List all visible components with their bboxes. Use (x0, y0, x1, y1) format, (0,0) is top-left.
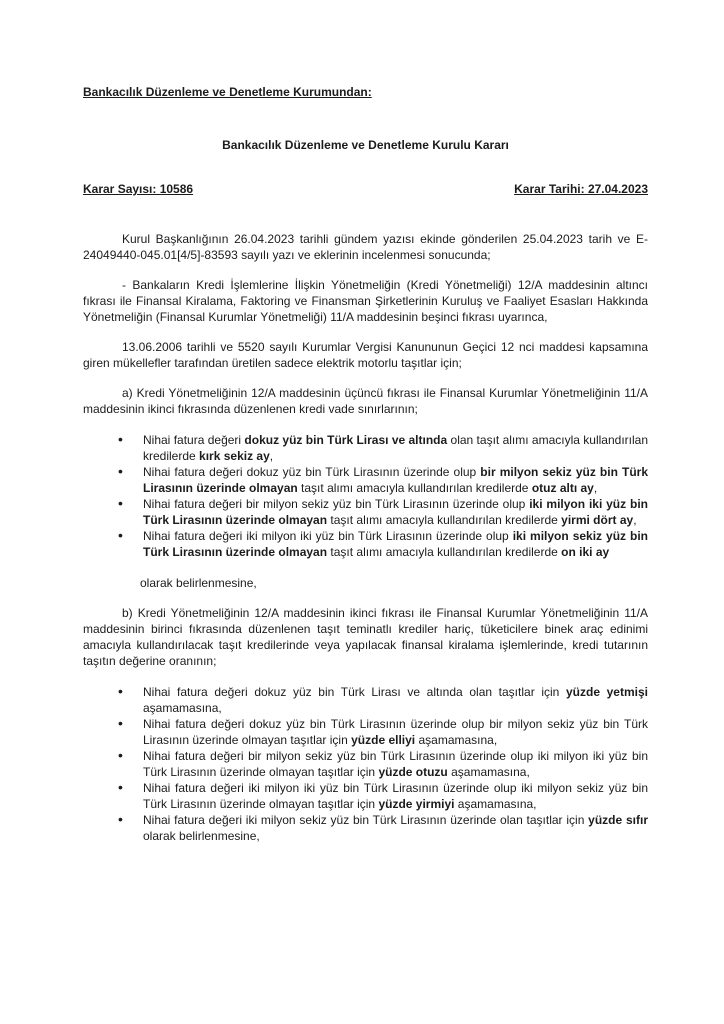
regulation-basis-paragraph: - Bankaların Kredi İşlemlerine İlişkin Yönetmeliğin (Kredi Yönetmeliği) 12/A maddesinin altıncı fıkrası ile Finansal Kiralama, Faktoring ve Finansman Şirketlerinin Kuruluş ve Faaliyet Esasları Hakkında Yönetmeliğin (Finansal Kurumlar Yönetmeliği) 11/A maddesinin beşinci fıkrası uyarınca, (83, 278, 648, 324)
decision-number: Karar Sayısı: 10586 (83, 182, 194, 196)
section-a-bullet-3: • Nihai fatura değeri bir milyon sekiz yüz bin Türk Lirasının üzerinde olup iki milyon iki yüz bin Türk Lirasının üzerinde olmayan taşıt alımı amacıyla kullandırılan kredilerde yirmi dört ay, (143, 496, 648, 528)
agency-source-heading: Bankacılık Düzenleme ve Denetleme Kurumundan: (83, 85, 372, 99)
tax-law-scope-paragraph: 13.06.2006 tarihli ve 5520 sayılı Kurumlar Vergisi Kanununun Geçici 12 nci maddesi kapsamına giren mükellefler tarafından üretilen sadece elektrik motorlu taşıtlar için; (83, 340, 648, 370)
decision-meta-row (83, 181, 648, 197)
section-b-bullet-4: • Nihai fatura değeri iki milyon iki yüz bin Türk Lirasının üzerinde olup iki milyon sekiz yüz bin Türk Lirasının üzerinde olmayan taşıtlar için yüzde yirmiyi aşamamasına, (143, 780, 648, 812)
section-b-bullet-2: • Nihai fatura değeri dokuz yüz bin Türk Lirasının üzerinde olup bir milyon sekiz yüz bin Türk Lirasının üzerinde olmayan taşıtlar için yüzde elliyi aşamamasına, (143, 716, 648, 748)
section-a-bullet-1: • Nihai fatura değeri dokuz yüz bin Türk Lirası ve altında olan taşıt alımı amacıyla kullandırılan kredilerde kırk sekiz ay, (143, 432, 648, 464)
section-a-list (83, 432, 648, 560)
decision-title: Bankacılık Düzenleme ve Denetleme Kurulu Kararı (222, 138, 509, 152)
intro-paragraph: Kurul Başkanlığının 26.04.2023 tarihli gündem yazısı ekinde gönderilen 25.04.2023 tarih ve E-24049440-045.01[4/5]-83593 sayılı yazı ve eklerinin incelenmesi sonucunda; (83, 232, 648, 262)
section-a-closing: olarak belirlenmesine, (140, 576, 257, 590)
section-a-lead: a) Kredi Yönetmeliğinin 12/A maddesinin üçüncü fıkrası ile Finansal Kurumlar Yönetmeliğinin 11/A maddesinin ikinci fıkrasında düzenlenen kredi vade sınırlarının; (83, 386, 648, 416)
section-b-lead: b) Kredi Yönetmeliğinin 12/A maddesinin ikinci fıkrası ile Finansal Kurumlar Yönetmeliğinin 11/A maddesinin birinci fıkrasında düzenlenen taşıt teminatlı krediler hariç, tüketicilere binek araç edinimi amacıyla kullandırılacak taşıt kredilerinde veya yapılacak finansal kiralama işlemlerinde, kredi tutarının taşıtın değerine oranının; (83, 606, 648, 668)
section-a-bullet-2: • Nihai fatura değeri dokuz yüz bin Türk Lirasının üzerinde olup bir milyon sekiz yüz bin Türk Lirasının üzerinde olmayan taşıt alımı amacıyla kullandırılan kredilerde otuz altı ay, (143, 464, 648, 496)
section-b-bullet-1: • Nihai fatura değeri dokuz yüz bin Türk Lirası ve altında olan taşıtlar için yüzde yetmişi aşamamasına, (143, 684, 648, 716)
section-b-bullet-5: • Nihai fatura değeri iki milyon sekiz yüz bin Türk Lirasının üzerinde olan taşıtlar için yüzde sıfır olarak belirlenmesine, (143, 812, 648, 844)
section-b-list (83, 684, 648, 844)
decision-date: Karar Tarihi: 27.04.2023 (514, 182, 648, 196)
section-a-bullet-4: • Nihai fatura değeri iki milyon iki yüz bin Türk Lirasının üzerinde olup iki milyon sekiz yüz bin Türk Lirasının üzerinde olmayan taşıt alımı amacıyla kullandırılan kredilerde on iki ay (143, 528, 648, 560)
section-b-bullet-3: • Nihai fatura değeri bir milyon sekiz yüz bin Türk Lirasının üzerinde olup iki milyon iki yüz bin Türk Lirasının üzerinde olmayan taşıtlar için yüzde otuzu aşamamasına, (143, 748, 648, 780)
